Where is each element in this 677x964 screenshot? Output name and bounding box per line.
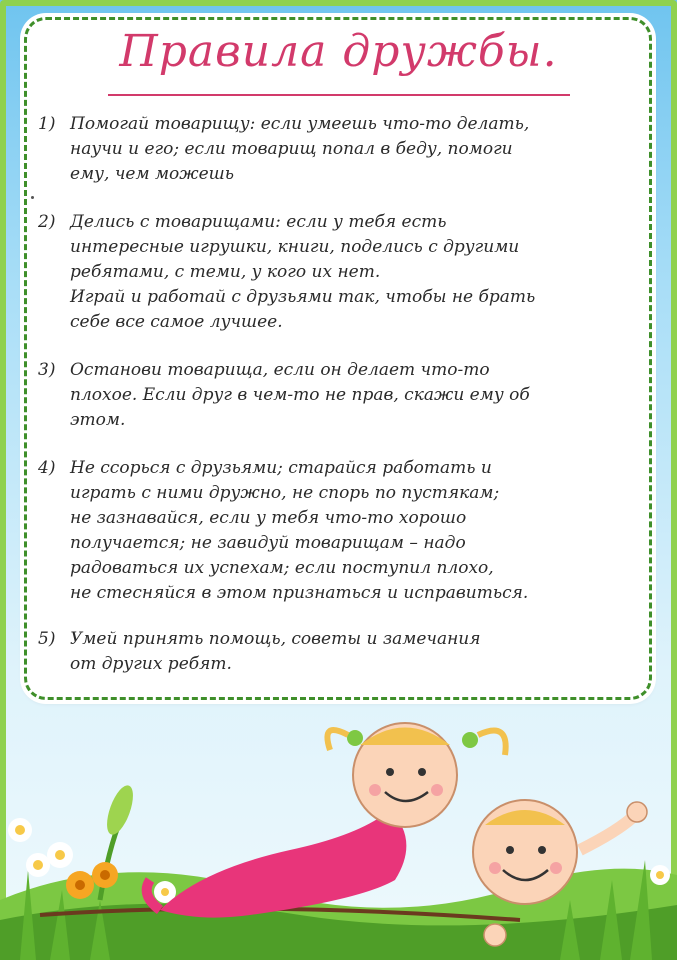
rule-1	[38, 112, 638, 187]
title-underline	[108, 94, 570, 96]
rule-3	[38, 358, 638, 433]
girl-icon	[147, 723, 506, 918]
stray-dot	[31, 196, 34, 199]
rule-4	[38, 456, 638, 606]
rule-text: Умей принять помощь, советы и замечания от других ребят.	[70, 629, 481, 674]
rule-number: 3)	[38, 360, 56, 380]
rule-text: Помогай товарищу: если умеешь что-то делать, научи и его; если товарищ попал в беду, помоги ему, чем можешь	[70, 114, 530, 184]
kids-illustration	[0, 700, 677, 960]
rule-5	[38, 627, 638, 677]
rule-text: Делись с товарищами: если у тебя есть интересные игрушки, книги, поделись с другими ребятами, с теми, у кого их нет. Играй и работай с друзьями так, чтобы не брать себе все самое лучшее.	[70, 212, 536, 332]
rule-2	[38, 210, 638, 335]
page-title: Правила дружбы.	[119, 26, 558, 77]
rule-number: 4)	[38, 458, 56, 478]
rule-text: Не ссорься с друзьями; старайся работать и играть с ними дружно, не спорь по пустякам; не зазнавайся, если у тебя что-то хорошо получается; не завидуй товарищам – надо радоваться их успехам; если поступил плохо, не стесняйся в этом признаться и исправиться.	[70, 458, 529, 603]
rule-number: 1)	[38, 114, 56, 134]
rule-number: 5)	[38, 629, 56, 649]
rule-number: 2)	[38, 212, 56, 232]
rule-text: Останови товарища, если он делает что-то плохое. Если друг в чем-то не прав, скажи ему об этом.	[70, 360, 530, 430]
illustration-scene	[0, 700, 677, 960]
